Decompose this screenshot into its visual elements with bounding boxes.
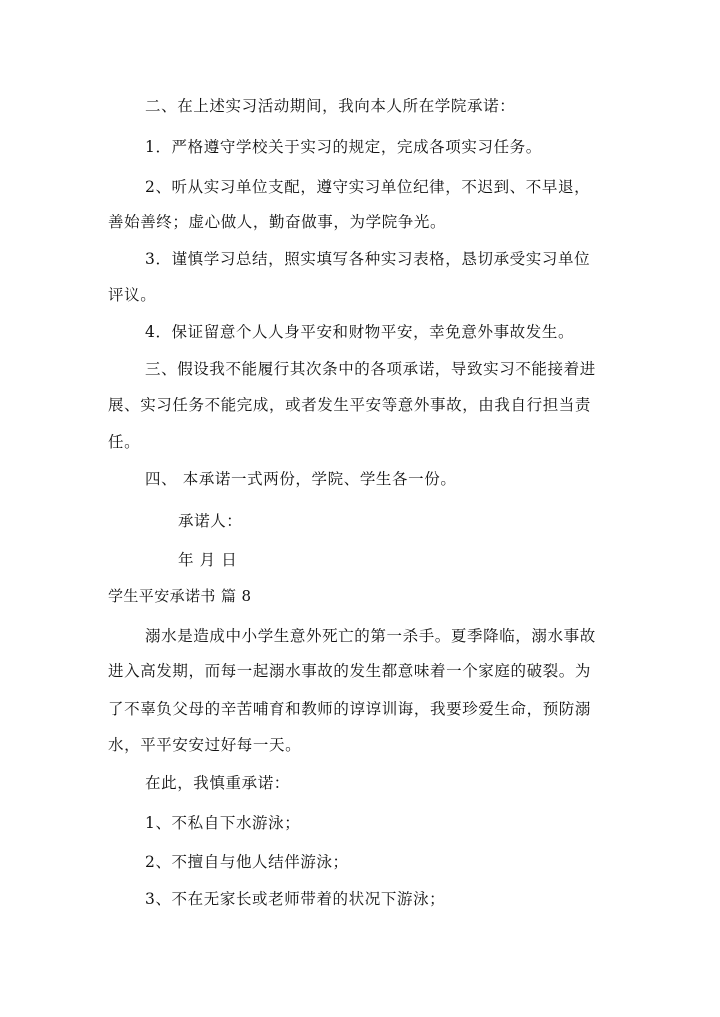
paragraph-1-line-4: 水，平平安安过好每一天。 bbox=[108, 736, 302, 754]
section-three-line-2: 展、实习任务不能完成，或者发生平安等意外事故，由我自行担当责 bbox=[108, 396, 592, 414]
signer-label: 承诺人： bbox=[178, 512, 243, 530]
pledge-item-1: 1、不私自下水游泳； bbox=[145, 814, 301, 832]
item-3-line-1: 3．谨慎学习总结，照实填写各种实习表格，恳切承受实习单位 bbox=[145, 250, 591, 268]
item-2-line-2: 善始善终；虚心做人，勤奋做事，为学院争光。 bbox=[108, 213, 447, 231]
section-title: 学生平安承诺书 篇 8 bbox=[108, 587, 252, 605]
item-1: 1．严格遵守学校关于实习的规定，完成各项实习任务。 bbox=[145, 138, 542, 156]
section-three-line-1: 三、假设我不能履行其次条中的各项承诺，导致实习不能接着进 bbox=[145, 360, 596, 378]
date-label: 年 月 日 bbox=[178, 551, 238, 569]
pledge-intro: 在此，我慎重承诺： bbox=[145, 774, 290, 792]
item-3-line-2: 评议。 bbox=[108, 286, 157, 304]
section-two-intro: 二、在上述实习活动期间，我向本人所在学院承诺： bbox=[145, 97, 516, 115]
item-4: 4．保证留意个人人身平安和财物平安，幸免意外事故发生。 bbox=[145, 323, 575, 341]
paragraph-1-line-1: 溺水是造成中小学生意外死亡的第一杀手。夏季降临，溺水事故 bbox=[145, 627, 596, 645]
pledge-item-2: 2、不擅自与他人结伴游泳； bbox=[145, 853, 349, 871]
section-three-line-3: 任。 bbox=[108, 433, 141, 451]
paragraph-1-line-3: 了不辜负父母的辛苦哺育和教师的谆谆训诲，我要珍爱生命，预防溺 bbox=[108, 700, 592, 718]
item-2-line-1: 2、听从实习单位支配，遵守实习单位纪律，不迟到、不早退， bbox=[145, 178, 591, 196]
pledge-item-3: 3、不在无家长或老师带着的状况下游泳； bbox=[145, 890, 446, 908]
paragraph-1-line-2: 进入高发期，而每一起溺水事故的发生都意味着一个家庭的破裂。为 bbox=[108, 662, 592, 680]
section-four: 四、 本承诺一式两份，学院、学生各一份。 bbox=[145, 470, 457, 488]
